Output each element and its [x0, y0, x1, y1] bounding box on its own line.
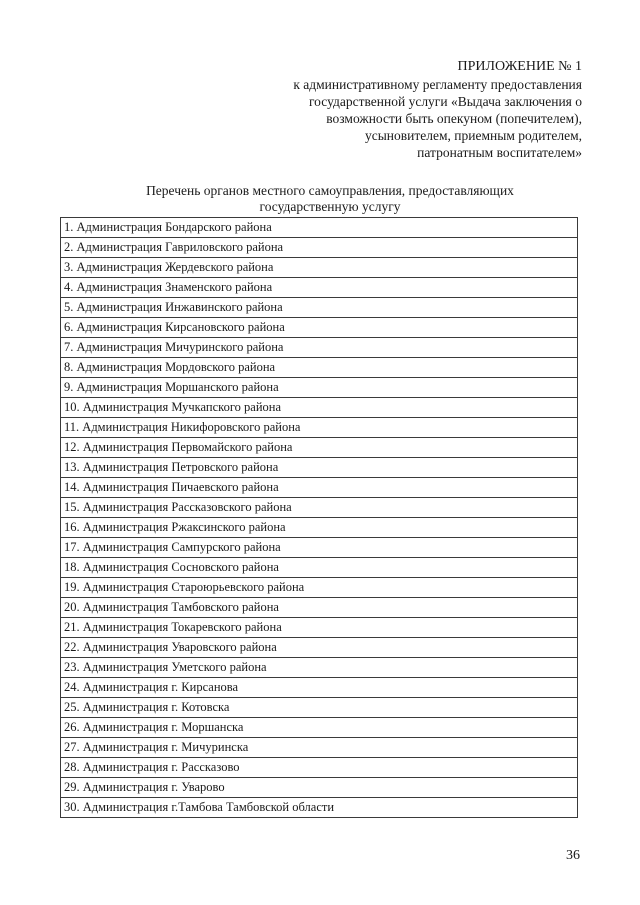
- organization-cell: 9. Администрация Моршанского района: [61, 378, 578, 398]
- organization-cell: 26. Администрация г. Моршанска: [61, 718, 578, 738]
- list-title: [100, 183, 560, 215]
- table-row: [61, 538, 578, 558]
- table-row: [61, 558, 578, 578]
- organization-cell: 2. Администрация Гавриловского района: [61, 238, 578, 258]
- table-row: [61, 498, 578, 518]
- organization-cell: 4. Администрация Знаменского района: [61, 278, 578, 298]
- list-title-line: государственную услугу: [259, 199, 401, 214]
- table-row: [61, 638, 578, 658]
- organization-cell: 20. Администрация Тамбовского района: [61, 598, 578, 618]
- organization-cell: 19. Администрация Староюрьевского района: [61, 578, 578, 598]
- organization-cell: 30. Администрация г.Тамбова Тамбовской области: [61, 798, 578, 818]
- organization-cell: 3. Администрация Жердевского района: [61, 258, 578, 278]
- table-row: [61, 718, 578, 738]
- organization-cell: 15. Администрация Рассказовского района: [61, 498, 578, 518]
- table-row: [61, 338, 578, 358]
- organization-cell: 23. Администрация Уметского района: [61, 658, 578, 678]
- organization-cell: 1. Администрация Бондарского района: [61, 218, 578, 238]
- table-row: [61, 358, 578, 378]
- table-row: [61, 398, 578, 418]
- appendix-line: к административному регламенту предоставления: [293, 77, 582, 92]
- list-title-line: Перечень органов местного самоуправления, предоставляющих: [146, 183, 514, 198]
- appendix-title: ПРИЛОЖЕНИЕ № 1: [457, 59, 582, 74]
- organization-cell: 27. Администрация г. Мичуринска: [61, 738, 578, 758]
- table-row: [61, 598, 578, 618]
- table-row: [61, 458, 578, 478]
- table-row: [61, 318, 578, 338]
- organization-cell: 16. Администрация Ржаксинского района: [61, 518, 578, 538]
- organization-cell: 8. Администрация Мордовского района: [61, 358, 578, 378]
- table-row: [61, 278, 578, 298]
- organization-cell: 6. Администрация Кирсановского района: [61, 318, 578, 338]
- organization-cell: 28. Администрация г. Рассказово: [61, 758, 578, 778]
- organization-cell: 24. Администрация г. Кирсанова: [61, 678, 578, 698]
- appendix-header-block: [222, 58, 582, 161]
- organization-cell: 25. Администрация г. Котовска: [61, 698, 578, 718]
- page-number: 36: [566, 848, 580, 863]
- organization-cell: 21. Администрация Токаревского района: [61, 618, 578, 638]
- table-row: [61, 518, 578, 538]
- organization-cell: 29. Администрация г. Уварово: [61, 778, 578, 798]
- organizations-table: [60, 217, 578, 818]
- appendix-line: патронатным воспитателем»: [417, 145, 582, 160]
- organization-cell: 7. Администрация Мичуринского района: [61, 338, 578, 358]
- table-row: [61, 258, 578, 278]
- organization-cell: 13. Администрация Петровского района: [61, 458, 578, 478]
- table-row: [61, 738, 578, 758]
- organization-cell: 10. Администрация Мучкапского района: [61, 398, 578, 418]
- table-row: [61, 418, 578, 438]
- appendix-line: усыновителем, приемным родителем,: [365, 128, 582, 143]
- table-row: [61, 298, 578, 318]
- organization-cell: 17. Администрация Сампурского района: [61, 538, 578, 558]
- organization-cell: 12. Администрация Первомайского района: [61, 438, 578, 458]
- organizations-table-body: [61, 218, 578, 818]
- table-row: [61, 478, 578, 498]
- table-row: [61, 778, 578, 798]
- organization-cell: 14. Администрация Пичаевского района: [61, 478, 578, 498]
- table-row: [61, 618, 578, 638]
- organization-cell: 18. Администрация Сосновского района: [61, 558, 578, 578]
- table-row: [61, 678, 578, 698]
- table-row: [61, 758, 578, 778]
- table-row: [61, 798, 578, 818]
- table-row: [61, 658, 578, 678]
- table-row: [61, 438, 578, 458]
- table-row: [61, 378, 578, 398]
- table-row: [61, 698, 578, 718]
- organization-cell: 22. Администрация Уваровского района: [61, 638, 578, 658]
- appendix-line: государственной услуги «Выдача заключения о: [308, 94, 582, 109]
- table-row: [61, 218, 578, 238]
- table-row: [61, 578, 578, 598]
- organization-cell: 11. Администрация Никифоровского района: [61, 418, 578, 438]
- table-row: [61, 238, 578, 258]
- appendix-line: возможности быть опекуном (попечителем),: [326, 111, 582, 126]
- organization-cell: 5. Администрация Инжавинского района: [61, 298, 578, 318]
